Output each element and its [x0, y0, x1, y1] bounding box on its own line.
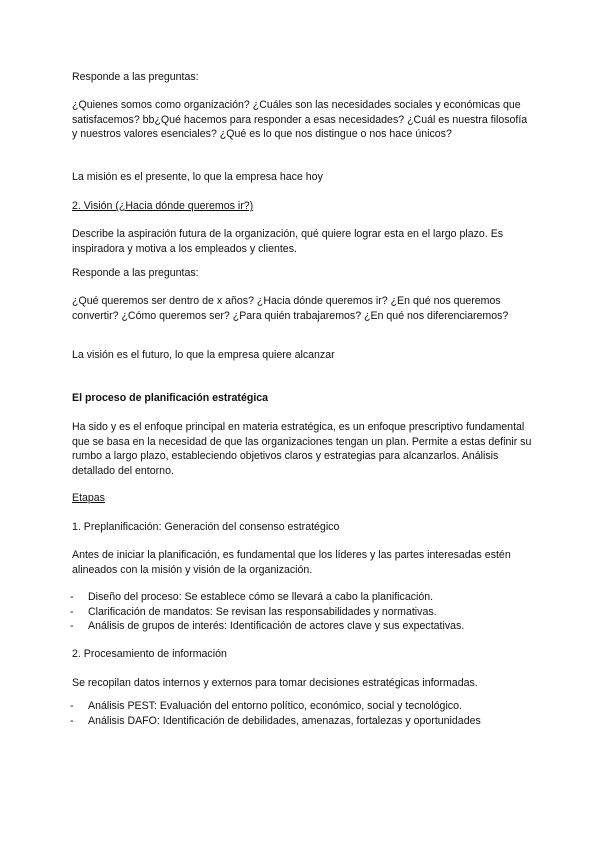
list-item: - Diseño del proceso: Se establece cómo se llevará a cabo la planificación. — [70, 591, 434, 603]
vision-heading: 2. Visión (¿Hacia dónde queremos ir?) — [72, 200, 254, 212]
mision-summary: La misión es el presente, lo que la empresa hace hoy — [72, 171, 323, 183]
vision-summary: La visión es el futuro, lo que la empresa quiere alcanzar — [72, 349, 335, 361]
etapas-heading: Etapas — [72, 492, 105, 504]
vision-prompt: Responde a las preguntas: — [72, 267, 199, 279]
etapa2-text: Se recopilan datos internos y externos para tomar decisiones estratégicas informadas. — [72, 677, 478, 689]
etapa1-title: 1. Preplanificación: Generación del consenso estratégico — [72, 521, 340, 533]
list-item: - Clarificación de mandatos: Se revisan las responsabilidades y normativas. — [70, 605, 437, 618]
etapa2-title: 2. Procesamiento de información — [72, 648, 227, 660]
vision-description: Describe la aspiración futura de la organización, qué quiere lograr esta en el largo plazo. Es inspiradora y motiva a los empleados y clientes. — [72, 228, 504, 255]
etapa1-text: Antes de iniciar la planificación, es fundamental que los líderes y las partes interesadas estén alineados con la misión y visión de la organización. — [72, 549, 511, 576]
mision-prompt: Responde a las preguntas: — [72, 71, 199, 83]
etapa2-list — [52, 699, 532, 728]
mision-questions: ¿Quienes somos como organización? ¿Cuáles son las necesidades sociales y económicas que satisfacemos? bb¿Qué hacemos para responder a esas necesidades? ¿Cuál es nuestra filosofía y nuestros valores esenciales? ¿Qué es lo que nos distingue o nos hace únicos? — [72, 99, 528, 140]
list-item: - Análisis de grupos de interés: Identificación de actores clave y sus expectativas. — [70, 620, 465, 632]
etapa1-list — [52, 590, 532, 634]
list-item: - Análisis PEST: Evaluación del entorno político, económico, social y tecnológico. — [70, 700, 462, 712]
proceso-title: El proceso de planificación estratégica — [72, 392, 269, 404]
proceso-intro: Ha sido y es el enfoque principal en materia estratégica, es un enfoque prescriptivo fundamental que se basa en la necesidad de que las organizaciones tengan un plan. Permite a estas definir su rumbo a largo plazo, estableciendo objetivos claros y estrategias para alcanzarlos. Análisis detallado del entorno. — [72, 421, 532, 477]
list-item: - Análisis DAFO: Identificación de debilidades, amenazas, fortalezas y oportunidades — [70, 714, 481, 727]
vision-questions: ¿Qué queremos ser dentro de x años? ¿Hacia dónde queremos ir? ¿En qué nos queremos convertir? ¿Cómo queremos ser? ¿Para quién trabajaremos? ¿En qué nos diferenciaremos? — [72, 295, 509, 322]
